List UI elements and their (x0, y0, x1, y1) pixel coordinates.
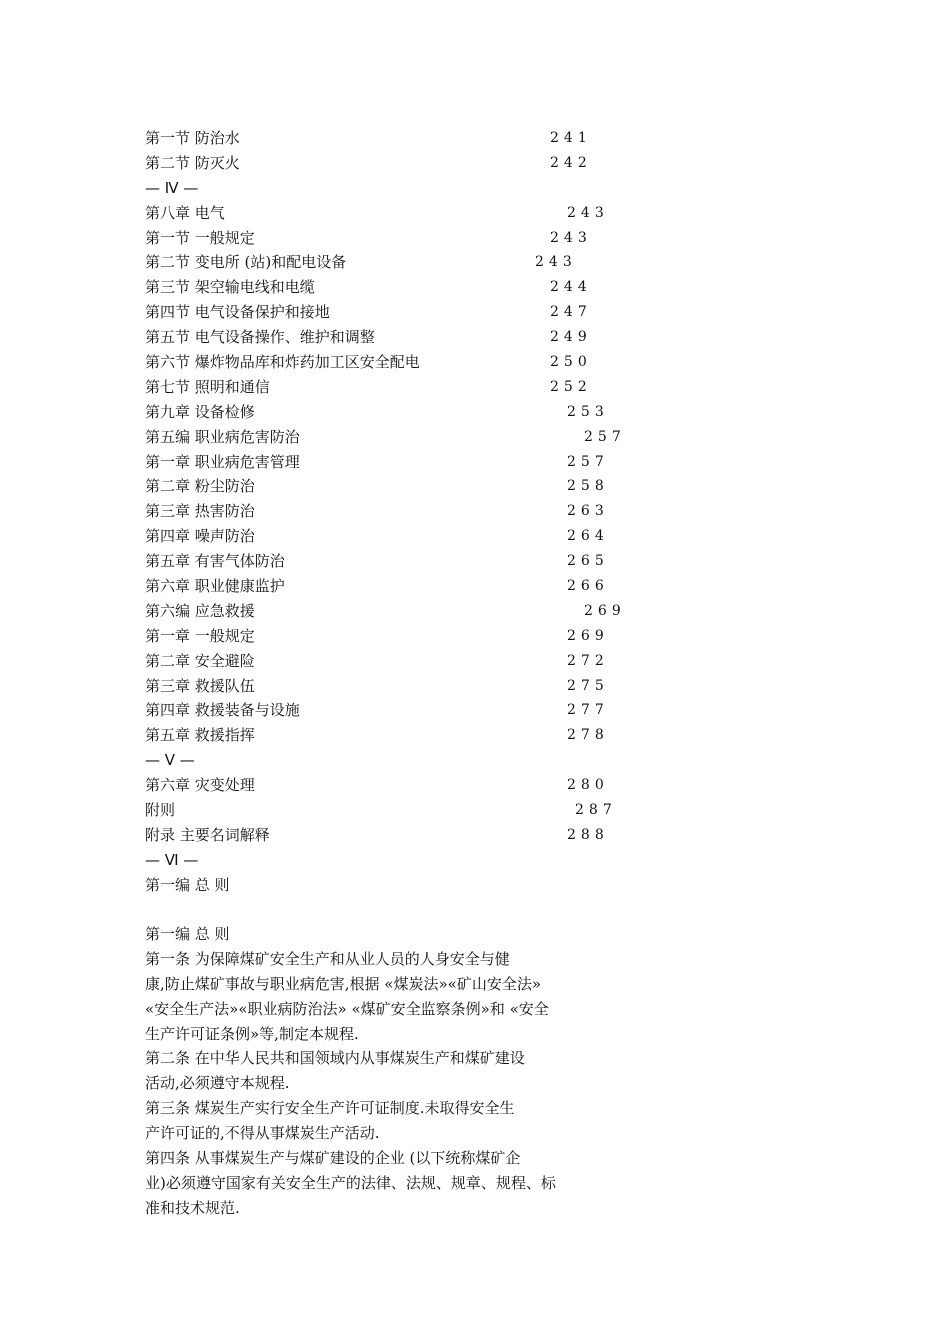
toc-entry (145, 624, 645, 649)
toc-entry-page-number: 266 (567, 578, 609, 595)
body-line: 活动,必须遵守本规程. (145, 1074, 290, 1093)
toc-entry-page-number: 257 (584, 428, 626, 445)
toc-entry (145, 674, 645, 699)
toc-entry-page-number: 257 (567, 453, 609, 470)
toc-entry-label: 第三章 热害防治 (145, 502, 255, 521)
toc-entry-label: 第四章 救援装备与设施 (145, 701, 300, 720)
toc-entry (145, 425, 645, 450)
toc-entry (145, 599, 645, 624)
toc-entry-page-number: 263 (567, 503, 609, 520)
body-line: 第一条 为保障煤矿安全生产和从业人员的人身安全与健 (145, 949, 510, 968)
toc-entry (145, 400, 645, 425)
body-line: 第四条 从事煤炭生产与煤矿建设的企业 (以下统称煤矿企 (145, 1149, 521, 1168)
toc-entry (145, 375, 645, 400)
toc-entry (145, 151, 645, 176)
toc-entry (145, 275, 645, 300)
page-separator (145, 176, 645, 201)
toc-entry (145, 823, 645, 848)
toc-entry-label: 第二章 安全避险 (145, 651, 255, 670)
toc-entry (145, 549, 645, 574)
toc-entry-page-number: 277 (567, 702, 609, 719)
toc-entry-page-number: 280 (567, 777, 609, 794)
toc-entry-label: 第三节 架空输电线和电缆 (145, 278, 315, 297)
toc-entry (145, 698, 645, 723)
toc-entry-page-number: 243 (567, 204, 609, 221)
toc-entry-page-number: 269 (584, 602, 626, 619)
body-line: 康,防止煤矿事故与职业病危害,根据 «煤炭法»«矿山安全法» (145, 974, 542, 993)
table-of-contents (145, 126, 645, 898)
page-separator-label: — Ⅵ — (145, 850, 199, 869)
regulation-body-text (145, 922, 625, 1221)
toc-entry-page-number: 244 (550, 279, 592, 296)
toc-entry-page-number: 288 (567, 826, 609, 843)
body-line: 生产许可证条例»等,制定本规程. (145, 1024, 359, 1043)
toc-entry-label: 第二节 变电所 (站)和配电设备 (145, 253, 347, 272)
body-line: «安全生产法»«职业病防治法» «煤矿安全监察条例»和 «安全 (145, 999, 549, 1018)
toc-entry (145, 350, 645, 375)
toc-entry-page-number: 252 (550, 378, 592, 395)
toc-entry (145, 773, 645, 798)
toc-entry-label: 第一节 防治水 (145, 129, 240, 147)
toc-entry-page-number: 247 (550, 304, 592, 321)
toc-entry-label: 第六节 爆炸物品库和炸药加工区安全配电 (145, 353, 420, 372)
toc-entry-page-number: 275 (567, 677, 609, 694)
body-line: 第二条 在中华人民共和国领域内从事煤炭生产和煤矿建设 (145, 1049, 525, 1068)
toc-entry-page-number: 278 (567, 727, 609, 744)
page-separator-label: — Ⅴ — (145, 751, 195, 770)
toc-entry-label: 第四节 电气设备保护和接地 (145, 303, 330, 322)
toc-entry (145, 574, 645, 599)
toc-entry-label: 第七节 照明和通信 (145, 377, 270, 396)
toc-entry-label: 附则 (145, 801, 176, 820)
toc-entry (145, 723, 645, 748)
toc-entry-label: 第四章 噪声防治 (145, 527, 255, 546)
toc-entry-label: 第二章 粉尘防治 (145, 477, 255, 496)
toc-entry-page-number: 243 (535, 254, 577, 271)
toc-entry (145, 499, 645, 524)
toc-entry (145, 250, 645, 275)
toc-entry-label: 附录 主要名词解释 (145, 825, 270, 844)
toc-entry-page-number: 243 (550, 229, 592, 246)
toc-entry-page-number: 269 (567, 627, 609, 644)
toc-entry-label: 第六章 灾变处理 (145, 776, 255, 795)
toc-entry-page-number: 258 (567, 478, 609, 495)
toc-entry-page-number: 250 (550, 354, 592, 371)
toc-entry-page-number: 264 (567, 528, 609, 545)
toc-entry-page-number: 272 (567, 652, 609, 669)
body-line: 第三条 煤炭生产实行安全生产许可证制度.未取得安全生 (145, 1099, 515, 1118)
toc-entry (145, 226, 645, 251)
toc-entry-label: 第五节 电气设备操作、维护和调整 (145, 328, 375, 347)
toc-entry-label: 第六章 职业健康监护 (145, 577, 285, 596)
toc-entry-label: 第一编 总 则 (145, 875, 230, 894)
toc-entry-label: 第二节 防灭火 (145, 153, 240, 172)
toc-entry-page-number: 241 (550, 130, 592, 146)
toc-entry-page-number: 249 (550, 329, 592, 346)
toc-entry (145, 201, 645, 226)
toc-entry-label: 第一章 一般规定 (145, 626, 255, 645)
toc-entry (145, 300, 645, 325)
toc-entry-label: 第一节 一般规定 (145, 228, 255, 247)
toc-entry (145, 126, 645, 151)
toc-entry-page-number: 265 (567, 553, 609, 570)
toc-entry-label: 第六编 应急救援 (145, 601, 255, 620)
toc-entry-label: 第五章 有害气体防治 (145, 552, 285, 571)
toc-entry (145, 798, 645, 823)
toc-entry-label: 第五章 救援指挥 (145, 726, 255, 745)
body-line: 产许可证的,不得从事煤炭生产活动. (145, 1124, 380, 1143)
toc-entry-page-number: 242 (550, 154, 592, 171)
toc-entry (145, 873, 645, 898)
toc-entry (145, 450, 645, 475)
page-separator (145, 748, 645, 773)
toc-entry-label: 第五编 职业病危害防治 (145, 427, 300, 446)
toc-entry-label: 第三章 救援队伍 (145, 676, 255, 695)
body-line: 准和技术规范. (145, 1198, 240, 1217)
page-separator-label: — Ⅳ — (145, 178, 199, 197)
toc-entry-page-number: 287 (575, 802, 617, 819)
body-line: 业)必须遵守国家有关安全生产的法律、法规、规章、规程、标 (145, 1173, 556, 1192)
toc-entry-label: 第八章 电气 (145, 203, 225, 222)
toc-entry (145, 474, 645, 499)
toc-entry (145, 325, 645, 350)
page-separator (145, 848, 645, 873)
toc-entry (145, 524, 645, 549)
section-heading: 第一编 总 则 (145, 925, 230, 943)
toc-entry-label: 第一章 职业病危害管理 (145, 452, 300, 471)
toc-entry (145, 649, 645, 674)
toc-entry-label: 第九章 设备检修 (145, 402, 255, 421)
toc-entry-page-number: 253 (567, 403, 609, 420)
